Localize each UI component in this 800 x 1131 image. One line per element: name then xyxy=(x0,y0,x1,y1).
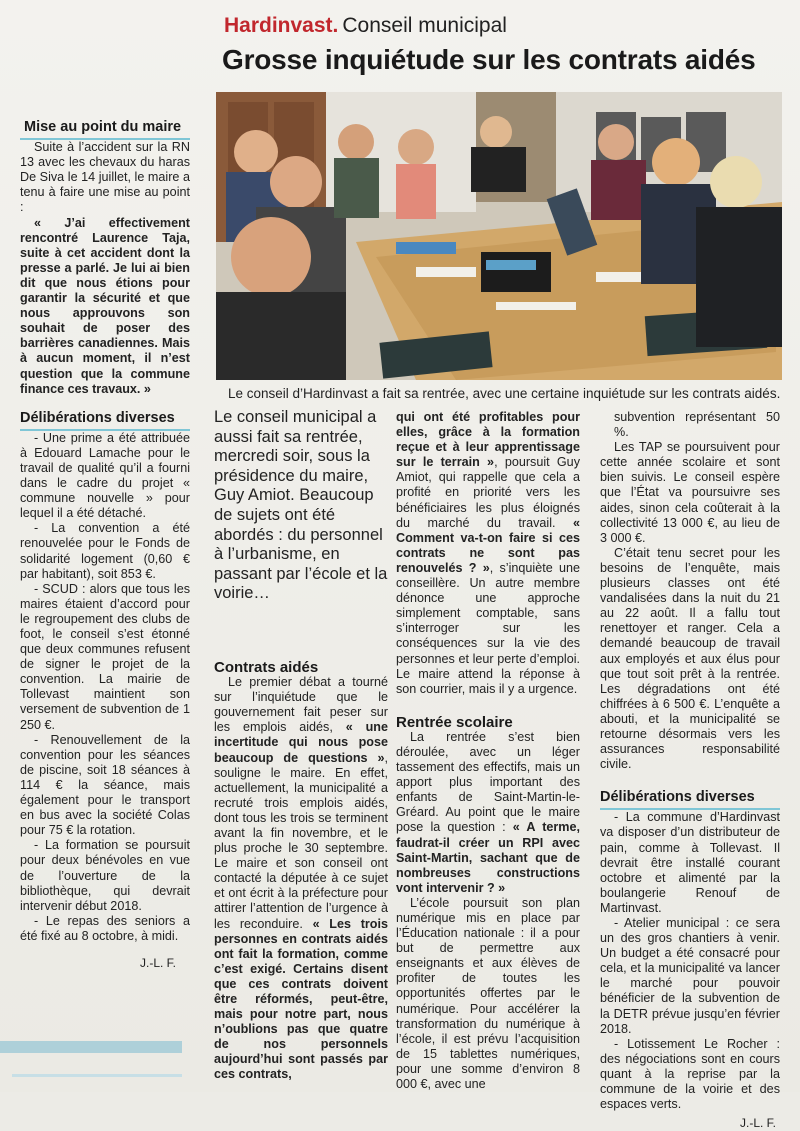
intro-text: Le conseil municipal a aussi fait sa rentrée, mercredi soir, sous la présidence du maire, Guy Amiot. Beaucoup de sujets ont été abordés : du personnel à l’urbanisme, en passant par l’école et la voirie… xyxy=(214,408,388,603)
delib-title: Délibérations diverses xyxy=(600,790,780,810)
delib-title: Délibérations diverses xyxy=(20,411,190,431)
body-paragraph: C’était tenu secret pour les besoins de l’enquête, mais plusieurs classes ont été vandalisées dans la nuit du 21 au 22 août. Il a fallu tout renettoyer et ranger. Cela a demandé beaucoup de travail aux employés et aux élus pour que tout soit prêt à la rentrée. Les dégradations ont été chiffrées à 6 500 €. L’enquête a abouti, et la municipalité se retourne désormais vers les assurances responsabilité civile. xyxy=(600,545,780,772)
sidebar-column xyxy=(20,120,190,971)
delib-item: - Atelier municipal : ce sera un des gros chantiers à venir. Un budget a été consacré pour cela, et la municipalité va lancer le marché pour pouvoir bénéficier de la subvention de la DETR prévue jusqu’en février 2018. xyxy=(600,916,780,1036)
decorative-line xyxy=(12,1074,182,1077)
article-column-1 xyxy=(214,408,388,1083)
article-column-3 xyxy=(600,410,780,1131)
body-paragraph: L’école poursuit son plan numérique mis en place par l’Éducation nationale : il a pour but de permettre aux enseignants et aux élèves de profiter de toutes les opportunités offertes par le numérique. Pour accélérer la transformation du numérique à l’école, il est prévu l’acquisition de 15 tablettes numériques, pour une somme d’environ 8 000 €, avec une xyxy=(396,895,580,1092)
delib-item: - Lotissement Le Rocher : des négociations sont en cours quant à la reprise par la commune de la voirie et des espaces verts. xyxy=(600,1036,780,1112)
body-paragraph xyxy=(396,410,580,697)
delib-item: - La formation se poursuit pour deux bénévoles en vue de l’ouverture de la bibliothèque, qui devrait intervenir début 2018. xyxy=(20,838,190,913)
box-title: Mise au point du maire xyxy=(20,120,190,140)
body-paragraph xyxy=(214,675,388,1083)
signature: J.-L. F. xyxy=(139,955,176,970)
kicker-section: Conseil municipal xyxy=(342,14,507,37)
delib-item: - La convention a été renouvelée pour le Fonds de solidarité logement (0,60 € par habitant), soit 853 €. xyxy=(20,521,190,581)
article-headline: Grosse inquiétude sur les contrats aidés xyxy=(222,44,756,75)
section-title: Rentrée scolaire xyxy=(396,713,513,731)
box-quote: « J’ai effectivement rencontré Laurence Taja, suite à cet accident dont la presse a parlé. Je lui ai bien dit que nous étions pour garantir la sécurité et que nous approuvons son souhait de poser des barrières canadiennes. Mais à aucun moment, il n’est question que la commune finance ces travaux. » xyxy=(20,215,190,396)
delib-item: - SCUD : alors que tous les maires étaient d’accord pour le regroupement des clubs de foot, le conseil s’est étonné que deux communes refusent de signer le projet de la convention. La mairie de Tollevast maintient son versement de subvention de 1 250 €. xyxy=(20,581,190,732)
council-meeting-photo xyxy=(216,92,782,380)
body-quote: « Les trois personnes en contrats aidés ont fait la formation, comme c’est exigé. Certains disent que ces contrats doivent être réformés, peut-être, mais pour notre part, nous n’oublions pas que quatre de nos personnels aujourd’hui sont passés par ces contrats, xyxy=(214,916,389,1082)
box-paragraph: Suite à l’accident sur la RN 13 avec les chevaux du haras De Siva le 14 juillet, le maire a tenu à faire une mise au point : xyxy=(20,140,190,215)
body-quote: « une incertitude qui nous pose beaucoup de questions » xyxy=(214,720,388,765)
body-text: , poursuit Guy Amiot, qui rappelle que cela a profité en priorité vers les bénéficiaires les plus éloignés du marché du travail. xyxy=(396,455,580,530)
photo-caption: Le conseil d’Hardinvast a fait sa rentrée, avec une certaine inquiétude sur les contrats aidés. xyxy=(228,386,781,401)
body-quote: « Comment va-t-on faire si ces contrats ne sont pas renouvelés ? » xyxy=(396,515,580,575)
body-text: Le premier débat a tourné sur l’inquiétude que le gouvernement fait peser sur les emplois aidés, xyxy=(214,675,388,735)
kicker-place: Hardinvast. xyxy=(224,14,339,37)
article-column-2 xyxy=(396,410,580,1092)
delib-item: - Une prime a été attribuée à Edouard Lamache pour le travail de qualité qu’il a fourni dans le cadre du projet « commune nouvelle » pour lequel il a été détaché. xyxy=(20,430,190,521)
body-paragraph: Les TAP se poursuivent pour cette année scolaire et sont bien suivis. Le conseil espère que l’État va poursuivre ses aides, sinon cela coûterait à la collectivité 13 000 €, au lieu de 3 000 €. xyxy=(600,440,780,545)
body-quote: « A terme, faudrat-il créer un RPI avec Saint-Martin, sachant que de nombreuses constructions vont intervenir ? » xyxy=(396,820,580,895)
delib-item: - La commune d’Hardinvast va disposer d’un distributeur de pain, comme à Tollevast. Il devrait être installé courant octobre et alimenté par la boulangerie Renouf de Martinvast. xyxy=(600,810,780,915)
body-text: , s’inquiète une conseillère. Un autre membre dénonce une approche simplement comptable, sans s’interroger sur les conséquences sur la vie des personnes et leur perte d’emploi. Le maire attend la réponse à son courrier, mais il y a urgence. xyxy=(396,560,580,696)
article-intro xyxy=(214,408,388,604)
delib-item: - Renouvellement de la convention pour les séances de piscine, soit 18 séances à 114 € la séance, mais également pour le transport en bus avec la société Colas pour 75 € la rotation. xyxy=(20,732,190,838)
body-paragraph: subvention représentant 50 %. xyxy=(614,410,780,440)
body-text: La rentrée s’est bien déroulée, avec un léger tassement des effectifs, mais un apport plus important des enfants de Saint-Martin-le-Gréard. Au point que le maire pose la question : xyxy=(396,729,580,835)
signature: J.-L. F. xyxy=(739,1116,776,1131)
body-text: , souligne le maire. En effet, actuellement, la municipalité a recruté trois emplois aidés, dont tous les trois se terminent avant la fin novembre, et le plus proche le 30 septembre. Le maire et son conseil ont contacté la députée à ce sujet et ont écrit à la préfecture pour attirer l’attention de l’urgence à les reconduire. xyxy=(214,750,388,931)
body-quote: qui ont été profitables pour elles, grâce à la formation reçue et à leur apprentissage sur le terrain » xyxy=(396,410,580,470)
decorative-bar xyxy=(0,1041,182,1053)
delib-item: - Le repas des seniors a été fixé au 8 octobre, à midi. xyxy=(20,913,190,943)
body-paragraph xyxy=(396,730,580,896)
section-title: Contrats aidés xyxy=(214,658,319,676)
article-kicker xyxy=(224,14,507,38)
